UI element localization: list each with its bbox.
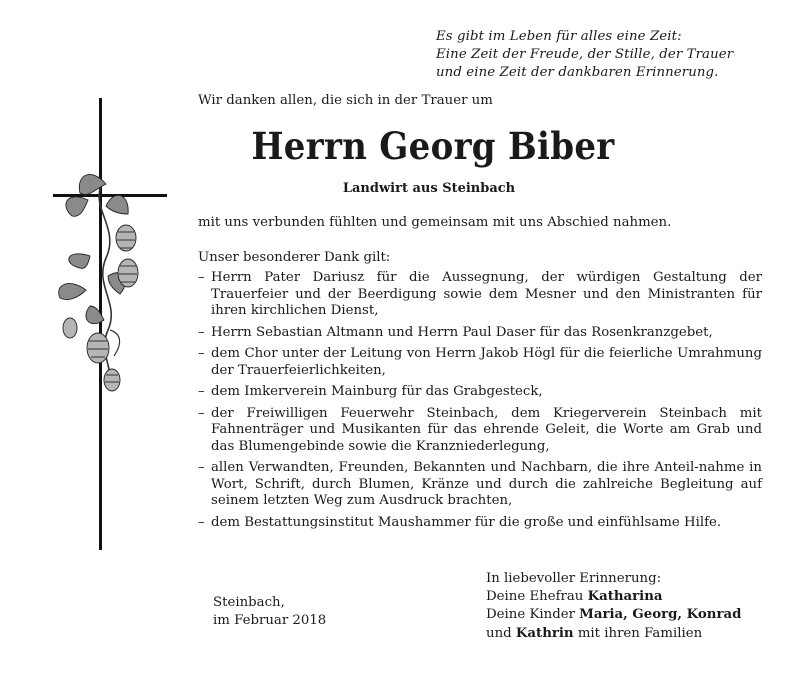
thanks-item-text: – dem Imkerverein Mainburg für das Grabgesteck, [211,384,543,399]
place: Steinbach, [213,595,285,610]
signature-children [486,606,741,624]
thanks-item [198,325,762,342]
epigraph [436,28,776,82]
last-name: Kathrin [515,625,574,641]
thanks-item [198,346,762,379]
thanks-item [198,270,762,320]
thanks-list [198,270,762,536]
thanks-item-text: – dem Chor unter der Leitung von Herrn Jakob Högl für die feierliche Umrahmung der Trauerfeierlichkeiten, [211,346,762,378]
thanks-heading: Unser besonderer Dank gilt: [198,250,391,265]
last-suffix: mit ihren Familien [573,625,703,641]
thanks-item [198,384,762,401]
date: im Februar 2018 [213,613,327,628]
last-prefix: und [486,625,516,641]
children-prefix: Deine Kinder [486,607,580,623]
deceased-occupation: Landwirt aus Steinbach [342,181,516,196]
epigraph-line: Es gibt im Leben für alles eine Zeit: [436,29,682,44]
thanks-item [198,515,762,532]
condolence-text: mit uns verbunden fühlten und gemeinsam mit uns Abschied nahmen. [198,215,672,230]
children-names: Maria, Georg, Konrad [579,607,742,623]
thanks-item [198,406,762,456]
signature-wife [486,588,741,606]
signature-block [486,570,741,643]
thanks-item-text: – allen Verwandten, Freunden, Bekannten und Nachbarn, die ihre Anteil-nahme in Wort, Schrift, durch Blumen, Kränze und durch die zahlreiche Begleitung auf seinem letzten Weg zum Ausdruck brachten, [211,460,762,508]
signature-last [486,625,741,643]
thanks-item-text: – der Freiwilligen Feuerwehr Steinbach, dem Kriegerverein Steinbach mit Fahnenträger und Musikanten für das ehrende Geleit, die Worte am Grab und das Blumengebinde sowie die Kranzniederlegung, [211,405,762,454]
wife-prefix: Deine Ehefrau [486,589,588,605]
epigraph-line: und eine Zeit der dankbaren Erinnerung. [436,65,719,80]
intro-text: Wir danken allen, die sich in der Trauer um [198,93,493,108]
wife-name: Katharina [587,589,663,605]
place-date [213,594,326,630]
epigraph-line: Eine Zeit der Freude, der Stille, der Trauer [436,47,734,62]
thanks-item-text: – Herrn Pater Dariusz für die Aussegnung, der würdigen Gestaltung der Trauerfeier und der Beerdigung sowie dem Mesner und den Ministranten für ihren kirchlichen Dienst, [211,270,762,318]
deceased-name: Herrn Georg Biber [251,124,615,168]
thanks-item-text: – Herrn Sebastian Altmann und Herrn Paul Daser für das Rosenkranzgebet, [211,324,713,340]
signature-heading: In liebevoller Erinnerung: [486,571,662,586]
thanks-item [198,460,762,510]
thanks-item-text: – dem Bestattungsinstitut Maushammer für die große und einfühlsame Hilfe. [211,514,722,530]
